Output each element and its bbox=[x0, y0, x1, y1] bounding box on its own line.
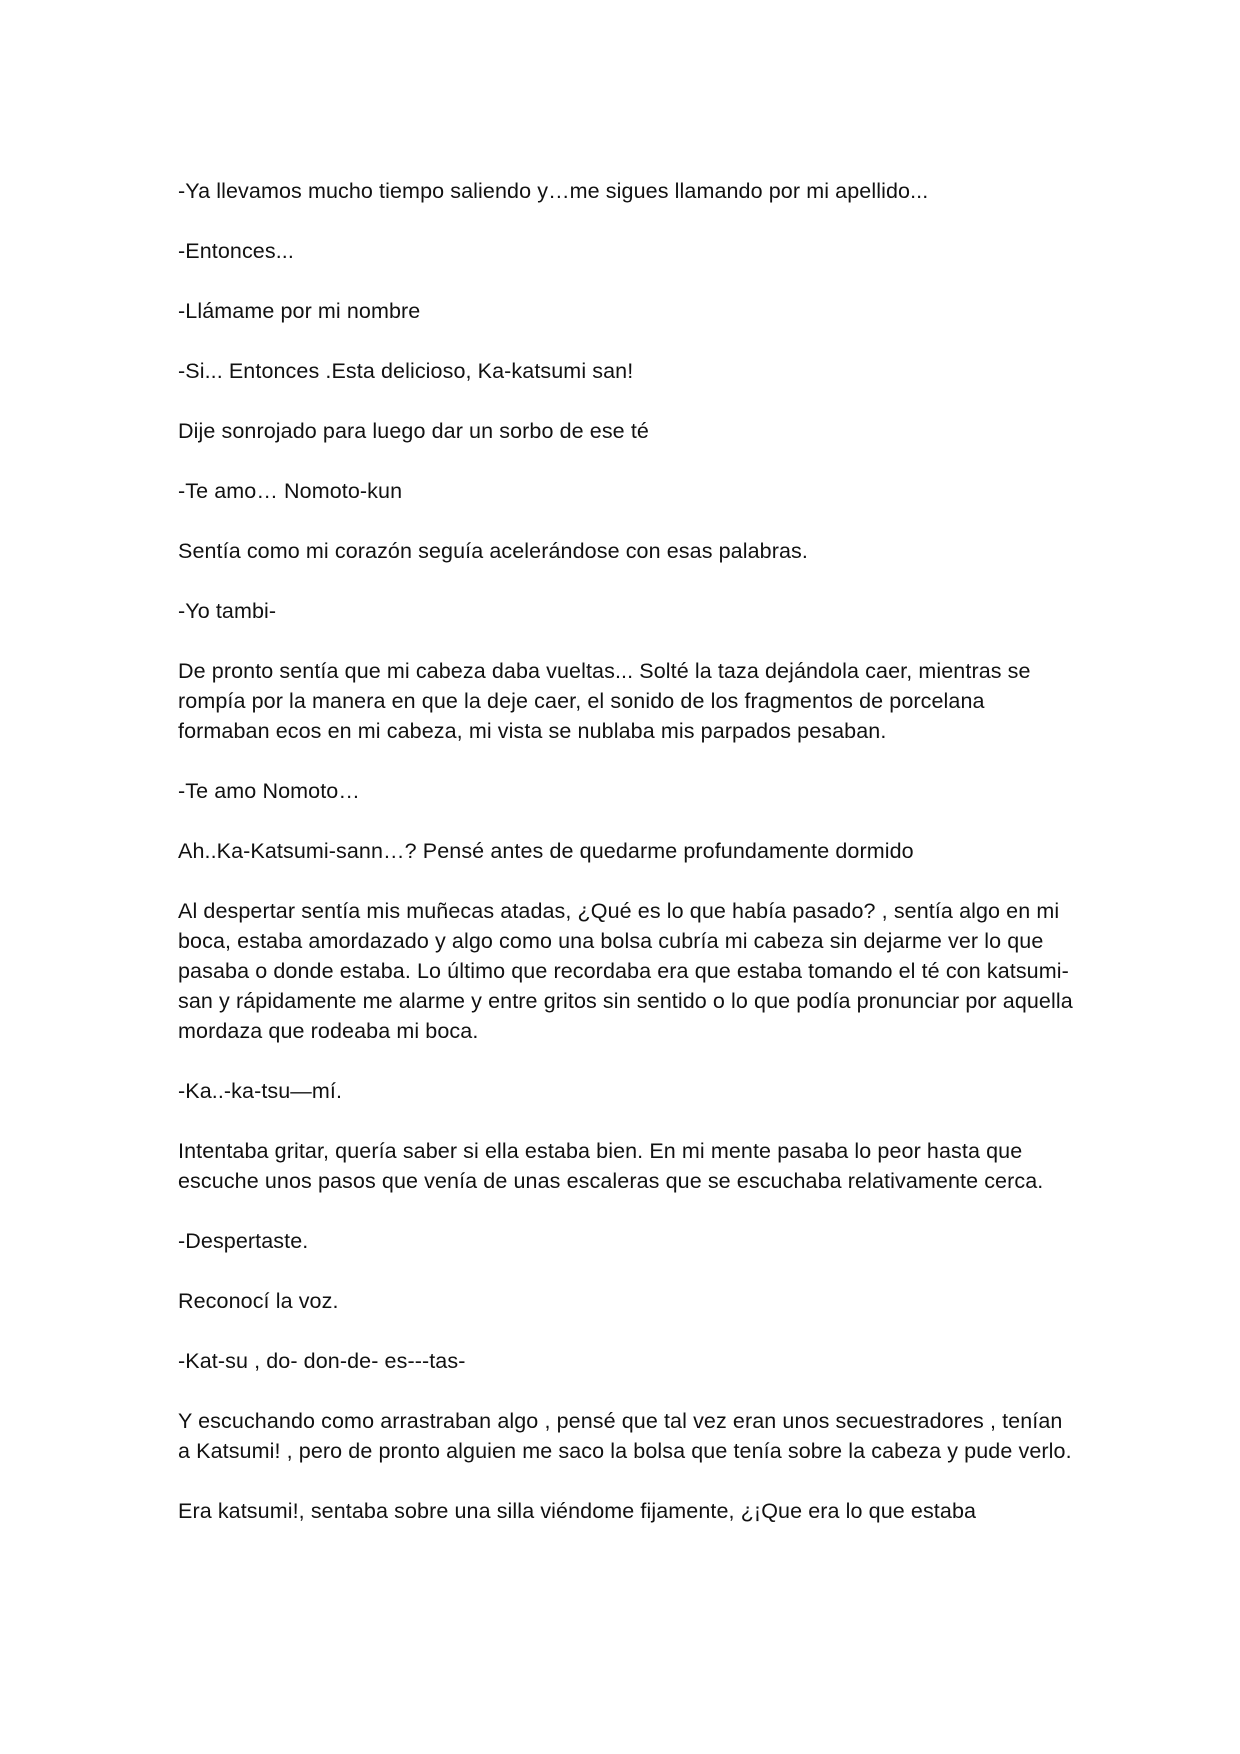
paragraph: -Despertaste. bbox=[178, 1229, 309, 1253]
paragraph: -Kat-su , do- don-de- es---tas- bbox=[178, 1349, 466, 1373]
paragraph: -Entonces... bbox=[178, 239, 294, 263]
paragraph: -Yo tambi- bbox=[178, 599, 277, 623]
paragraph: -Ya llevamos mucho tiempo saliendo y…me sigues llamando por mi apellido... bbox=[178, 179, 929, 203]
paragraph: Era katsumi!, sentaba sobre una silla viéndome fijamente, ¿¡Que era lo que estaba bbox=[178, 1499, 977, 1523]
paragraph: Reconocí la voz. bbox=[178, 1289, 339, 1313]
paragraph: Dije sonrojado para luego dar un sorbo de ese té bbox=[178, 419, 649, 443]
paragraph: -Si... Entonces .Esta delicioso, Ka-katsumi san! bbox=[178, 359, 634, 383]
paragraph: -Llámame por mi nombre bbox=[178, 299, 421, 323]
paragraph: Y escuchando como arrastraban algo , pensé que tal vez eran unos secuestradores , tenían a Katsumi! , pero de pronto alguien me saco la bolsa que tenía sobre la cabeza y pude verlo. bbox=[178, 1409, 1072, 1463]
paragraph: Intentaba gritar, quería saber si ella estaba bien. En mi mente pasaba lo peor hasta que escuche unos pasos que venía de unas escaleras que se escuchaba relativamente cerca. bbox=[178, 1139, 1044, 1193]
paragraph: -Ka..-ka-tsu—mí. bbox=[178, 1079, 343, 1103]
paragraph: -Te amo Nomoto… bbox=[178, 779, 360, 803]
paragraph: De pronto sentía que mi cabeza daba vueltas... Solté la taza dejándola caer, mientras se rompía por la manera en que la deje caer, el sonido de los fragmentos de porcelana formaban ecos en mi cabeza, mi vista se nublaba mis parpados pesaban. bbox=[178, 659, 1031, 743]
paragraph: -Te amo… Nomoto-kun bbox=[178, 479, 403, 503]
paragraph: Sentía como mi corazón seguía acelerándose con esas palabras. bbox=[178, 539, 808, 563]
document-body bbox=[178, 176, 1078, 1556]
paragraph: Al despertar sentía mis muñecas atadas, ¿Qué es lo que había pasado? , sentía algo en mi boca, estaba amordazado y algo como una bolsa cubría mi cabeza sin dejarme ver lo que pasaba o donde estaba. Lo último que recordaba era que estaba tomando el té con katsumi-san y rápidamente me alarme y entre gritos sin sentido o lo que podía pronunciar por aquella mordaza que rodeaba mi boca. bbox=[178, 899, 1073, 1043]
paragraph: Ah..Ka-Katsumi-sann…? Pensé antes de quedarme profundamente dormido bbox=[178, 839, 914, 863]
